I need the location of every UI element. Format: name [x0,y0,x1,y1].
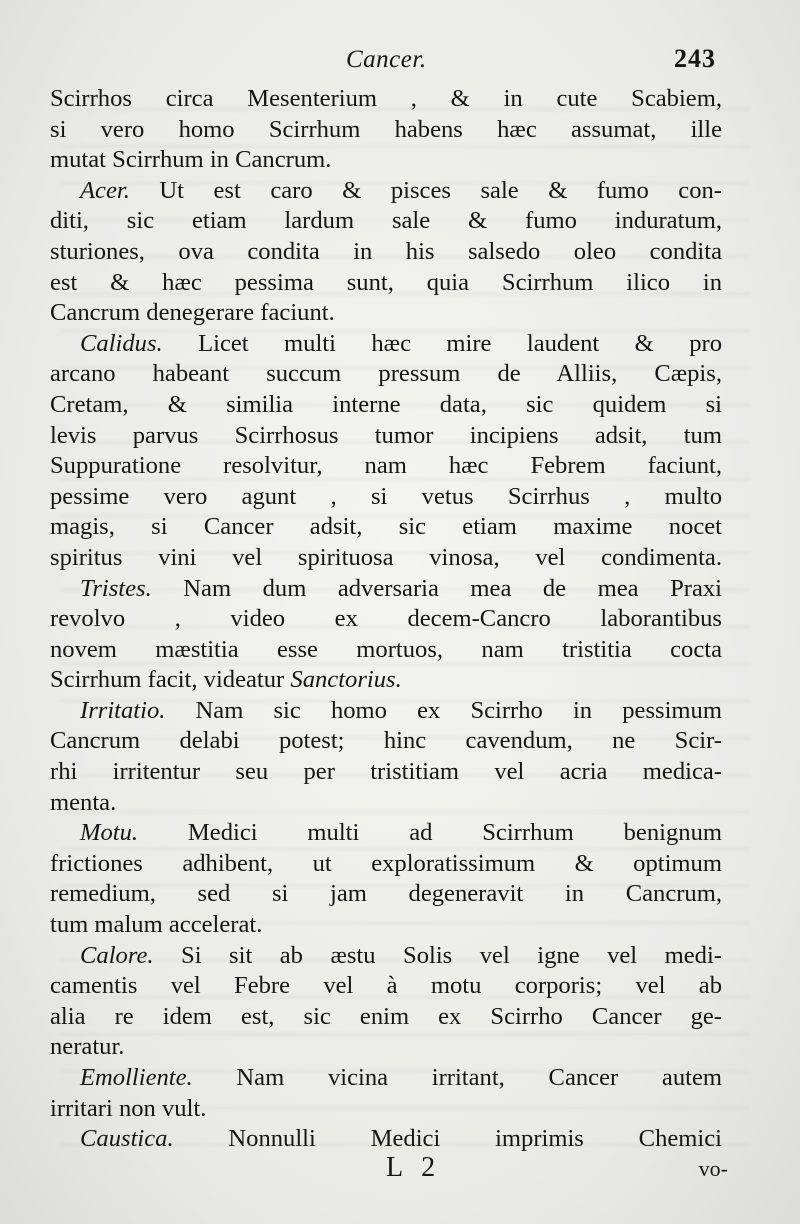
text-line [50,512,722,543]
text-line [50,451,722,482]
line-text: Cretam, & similia interne data, sic quidem si [50,390,722,418]
line-text: frictiones adhibent, ut exploratissimum & optimum [50,849,722,877]
paragraph-keyword: Emolliente. [80,1064,193,1091]
line-text: menta. [50,788,117,816]
line-text: Cancrum denegerare faciunt. [50,299,335,327]
paragraph-keyword: Acer. [80,176,130,204]
line-text: sturiones, ova condita in his salsedo oleo condita [50,237,722,265]
text-line [50,910,722,941]
line-text: rhi irritentur seu per tristitiam vel acria medica- [50,758,722,786]
text-line [50,115,722,146]
line-text: est & hæc pessima sunt, quia Scirrhum ilico in [50,268,722,296]
body-text [50,84,722,1155]
line-text: revolvo , video ex decem-Cancro laborantibus [50,605,722,633]
text-line [50,482,722,513]
text-line [50,788,722,819]
text-line [50,635,722,666]
line-text: Cancrum delabi potest; hinc cavendum, ne Scir- [50,727,722,755]
line-text: Scirrhum facit, videatur [50,666,291,694]
running-title: Cancer. [346,46,427,73]
text-line [50,390,722,421]
text-line [50,757,722,788]
text-line [50,971,722,1002]
line-text: Nam sic homo ex Scirrho in pessimum [165,696,722,724]
text-line [50,665,722,696]
line-text: Nam dum adversaria mea de mea Praxi [151,574,722,602]
line-text: mutat Scirrhum in Cancrum. [50,146,332,174]
text-line [50,206,722,237]
text-line [50,604,722,635]
paragraph-start-line [50,574,722,605]
text-line [50,237,722,268]
line-text: Ut est caro & pisces sale & fumo con- [129,176,722,204]
paragraph-start-line [50,329,722,360]
line-text: Licet multi hæc mire laudent & pro [162,329,722,357]
text-line [50,726,722,757]
text-line [50,268,722,299]
line-text: irritari non vult. [50,1094,207,1122]
text-line [50,849,722,880]
line-text: remedium, sed si jam degeneravit in Cancrum, [50,880,722,908]
signature-mark: L 2 [386,1152,442,1183]
line-text: levis parvus Scirrhosus tumor incipiens adsit, tum [50,421,722,449]
paragraph-keyword: Calore. [80,941,154,969]
line-text: magis, si Cancer adsit, sic etiam maxime nocet [50,513,722,541]
line-text: Nonnulli Medici imprimis Chemici [173,1125,722,1153]
line-text: diti, sic etiam lardum sale & fumo induratum, [50,207,722,235]
text-line [50,298,722,329]
text-line [50,1094,722,1125]
text-line [50,421,722,452]
line-text: camentis vel Febre vel à motu corporis; vel ab [50,972,722,1000]
line-text: Si sit ab æstu Solis vel igne vel medi- [153,941,722,969]
line-text: Suppuratione resolvitur, nam hæc Febrem faciunt, [50,452,722,480]
line-text: pessime vero agunt , si vetus Scirrhus , multo [50,482,722,510]
paragraph-keyword: Calidus. [80,329,163,357]
text-line [50,1032,722,1063]
paragraph-keyword: Irritatio. [80,696,166,724]
paragraph-start-line [50,818,722,849]
line-text: novem mæstitia esse mortuos, nam tristitia cocta [50,635,722,663]
paragraph-start-line [50,176,722,207]
paragraph-start-line [50,1063,722,1094]
line-text: spiritus vini vel spirituosa vinosa, vel condimenta. [50,543,722,571]
cited-author: Sanctorius. [290,666,402,694]
paragraph-start-line [50,696,722,727]
page-header [56,40,716,80]
text-line [50,145,722,176]
line-text: si vero homo Scirrhum habens hæc assumat, ille [50,115,722,143]
line-text: neratur. [50,1033,125,1061]
page-footer [56,1150,728,1190]
line-text: alia re idem est, sic enim ex Scirrho Cancer ge- [50,1002,722,1030]
paragraph-keyword: Tristes. [80,574,152,602]
text-line [50,1002,722,1033]
paragraph-keyword: Caustica. [80,1125,174,1153]
text-line [50,543,722,574]
line-text: arcano habeant succum pressum de Alliis, Cæpis, [50,360,722,388]
line-text: tum malum accelerat. [50,911,263,939]
line-text: Scirrhos circa Mesenterium , & in cute Scabiem, [50,85,722,112]
text-line [50,879,722,910]
line-text: Nam vicina irritant, Cancer autem [192,1064,722,1091]
text-line [50,84,722,115]
paragraph-start-line [50,941,722,972]
catchword: vo- [698,1156,728,1181]
line-text: Medici multi ad Scirrhum benignum [138,819,722,847]
text-line [50,359,722,390]
page-number: 243 [674,44,716,73]
paragraph-keyword: Motu. [80,819,139,847]
